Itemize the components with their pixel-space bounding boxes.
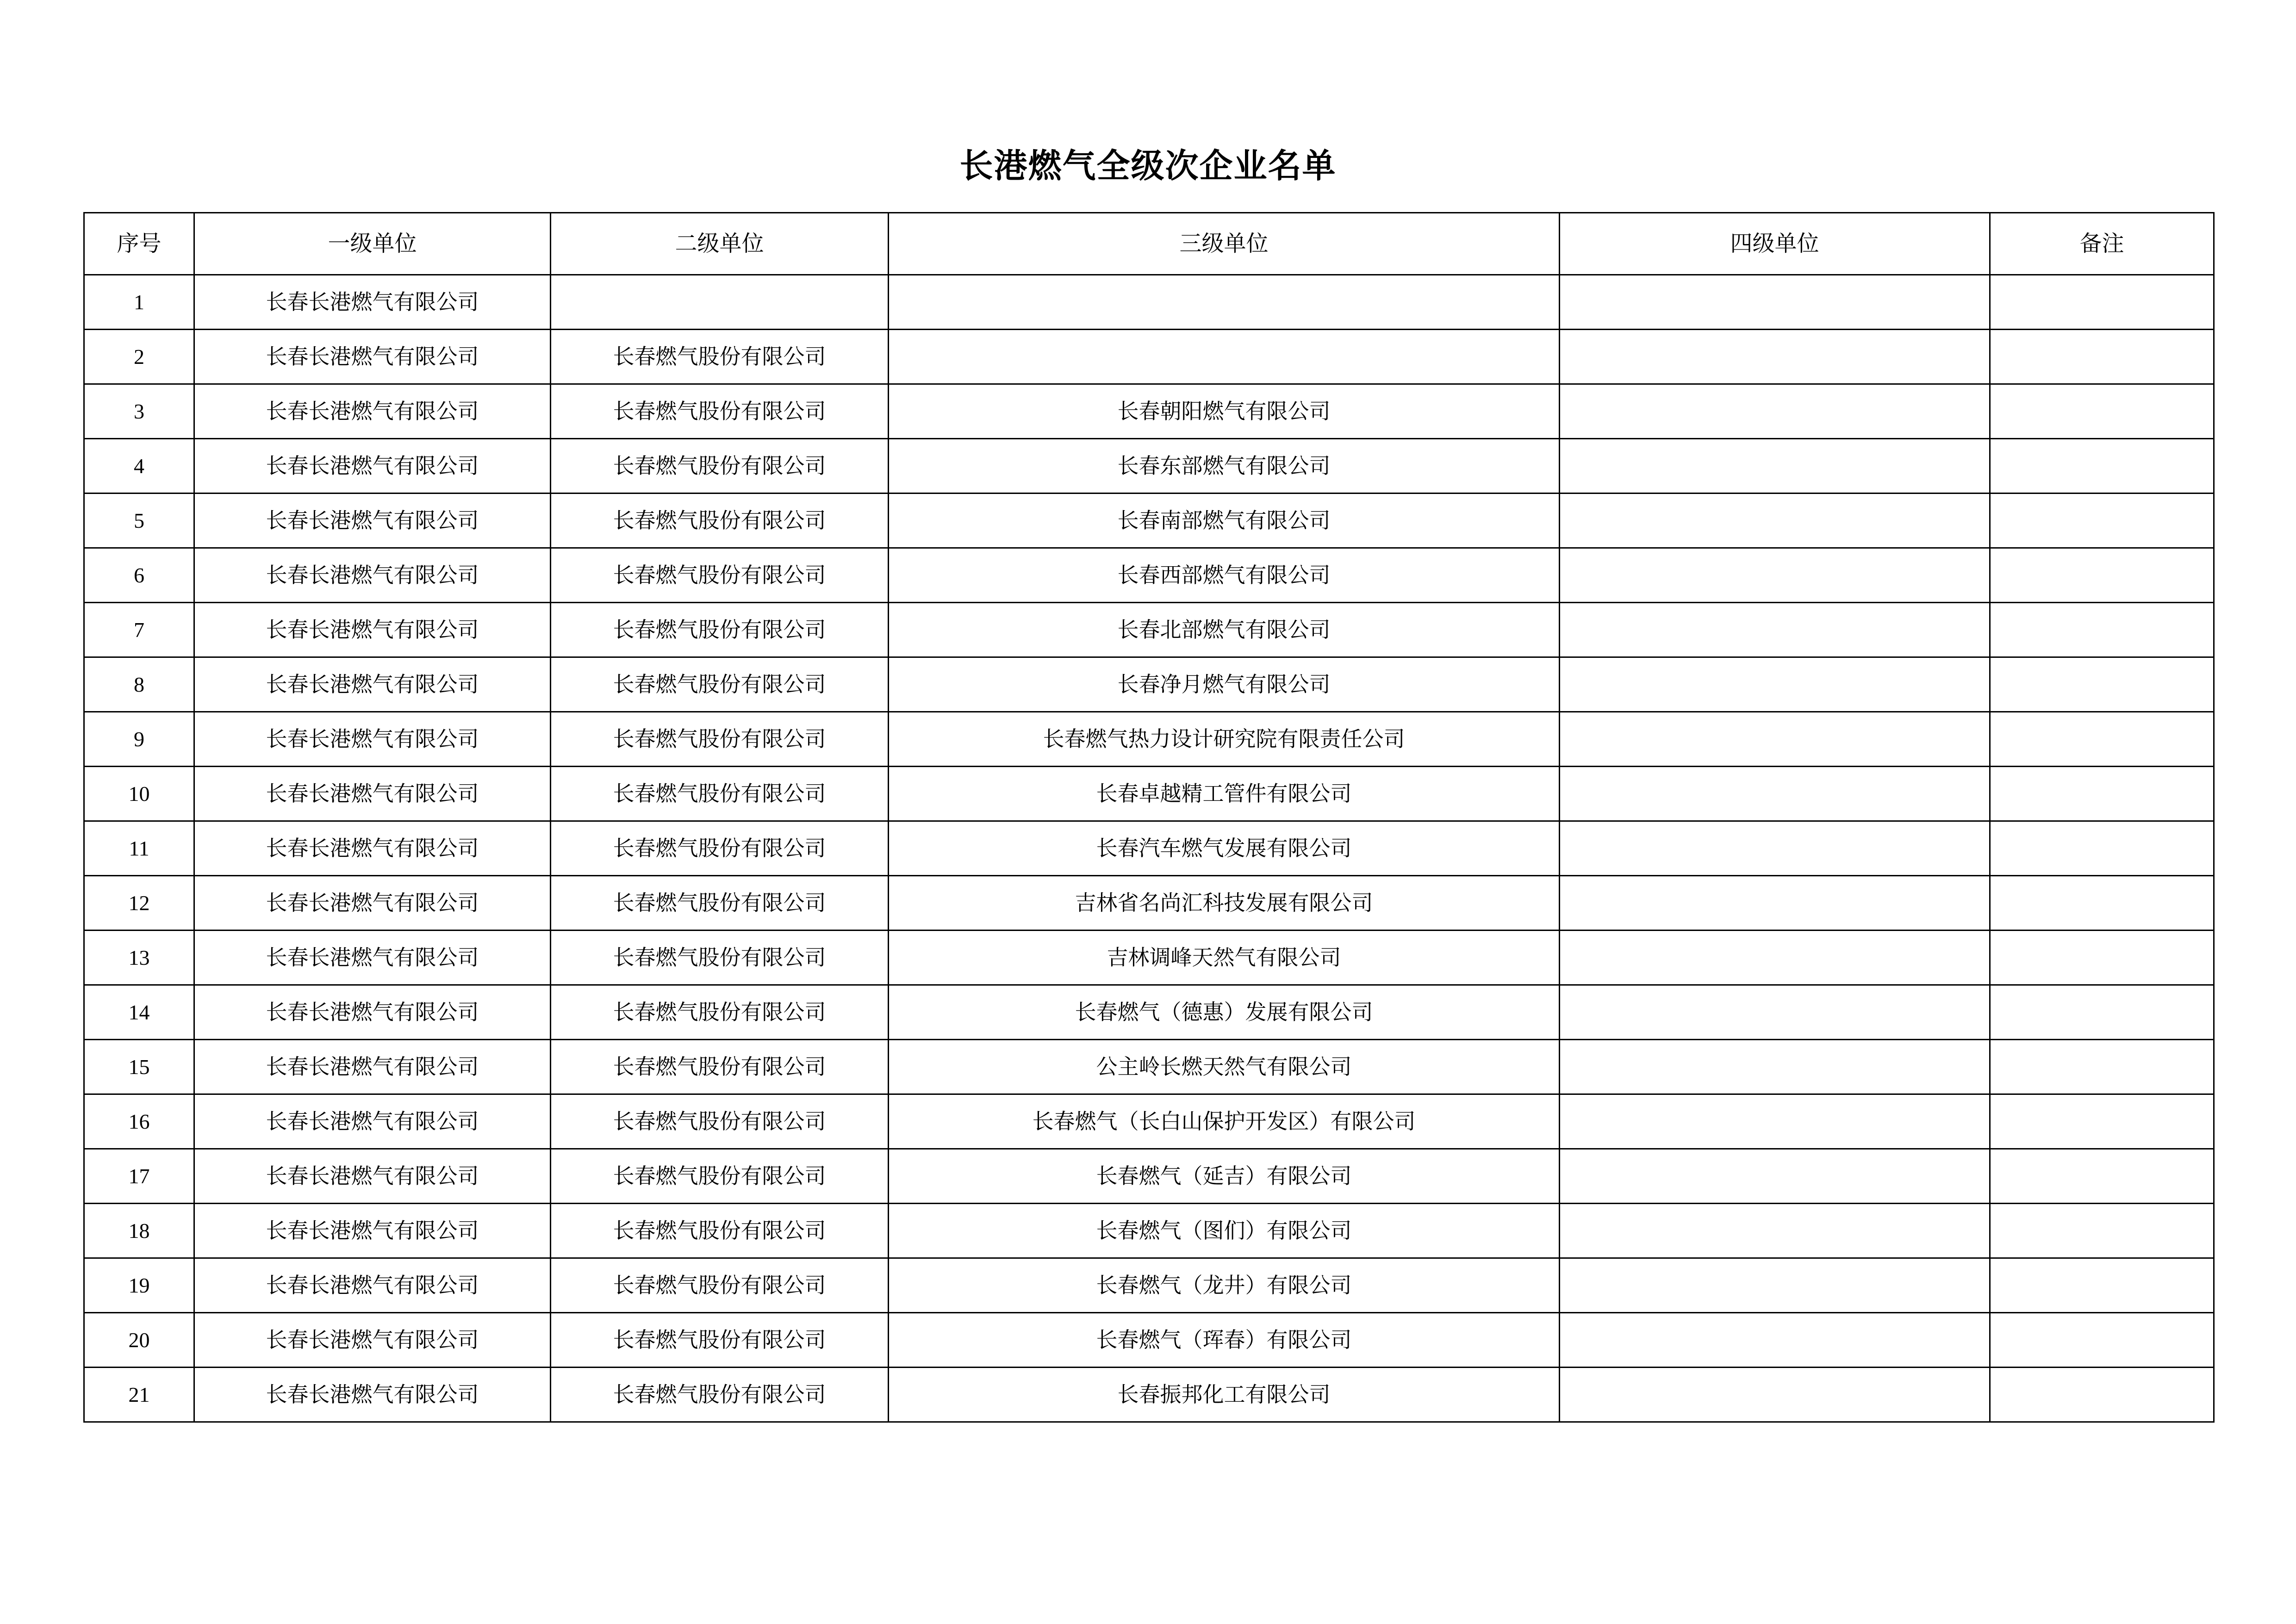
cell-index: 15 <box>84 1040 194 1094</box>
column-header-level3: 三级单位 <box>889 213 1560 275</box>
cell-level1: 长春长港燃气有限公司 <box>194 876 551 931</box>
cell-remark <box>1990 1313 2214 1368</box>
table-row <box>84 931 2214 985</box>
cell-level1: 长春长港燃气有限公司 <box>194 1204 551 1258</box>
cell-level2: 长春燃气股份有限公司 <box>551 1368 889 1422</box>
cell-index: 13 <box>84 931 194 985</box>
cell-index: 7 <box>84 603 194 657</box>
cell-index: 14 <box>84 985 194 1040</box>
cell-level1: 长春长港燃气有限公司 <box>194 931 551 985</box>
cell-remark <box>1990 330 2214 384</box>
table-row <box>84 876 2214 931</box>
cell-index: 3 <box>84 384 194 439</box>
cell-level3: 长春净月燃气有限公司 <box>889 657 1560 712</box>
table-row <box>84 1040 2214 1094</box>
table-row <box>84 767 2214 821</box>
cell-level2: 长春燃气股份有限公司 <box>551 712 889 767</box>
cell-level4 <box>1560 439 1990 493</box>
cell-level4 <box>1560 493 1990 548</box>
table-body <box>84 275 2214 1422</box>
column-header-remark: 备注 <box>1990 213 2214 275</box>
cell-remark <box>1990 712 2214 767</box>
cell-level2: 长春燃气股份有限公司 <box>551 384 889 439</box>
cell-level4 <box>1560 985 1990 1040</box>
cell-level3: 长春燃气（龙井）有限公司 <box>889 1258 1560 1313</box>
page-title: 长港燃气全级次企业名单 <box>959 148 1337 185</box>
cell-index: 16 <box>84 1094 194 1149</box>
cell-remark <box>1990 603 2214 657</box>
cell-remark <box>1990 1368 2214 1422</box>
cell-level3: 长春北部燃气有限公司 <box>889 603 1560 657</box>
table-row <box>84 1094 2214 1149</box>
cell-level2: 长春燃气股份有限公司 <box>551 603 889 657</box>
cell-level1: 长春长港燃气有限公司 <box>194 439 551 493</box>
cell-remark <box>1990 931 2214 985</box>
cell-level4 <box>1560 1368 1990 1422</box>
cell-level1: 长春长港燃气有限公司 <box>194 767 551 821</box>
cell-remark <box>1990 1040 2214 1094</box>
cell-remark <box>1990 657 2214 712</box>
cell-remark <box>1990 876 2214 931</box>
enterprise-listing-table <box>83 212 2215 1423</box>
cell-level3: 长春东部燃气有限公司 <box>889 439 1560 493</box>
cell-level2: 长春燃气股份有限公司 <box>551 931 889 985</box>
table-row <box>84 275 2214 330</box>
table-row <box>84 1313 2214 1368</box>
cell-level2: 长春燃气股份有限公司 <box>551 1149 889 1204</box>
cell-level2: 长春燃气股份有限公司 <box>551 330 889 384</box>
cell-index: 20 <box>84 1313 194 1368</box>
table-row <box>84 985 2214 1040</box>
cell-remark <box>1990 275 2214 330</box>
cell-level2: 长春燃气股份有限公司 <box>551 548 889 603</box>
cell-level2: 长春燃气股份有限公司 <box>551 1094 889 1149</box>
cell-index: 9 <box>84 712 194 767</box>
cell-level1: 长春长港燃气有限公司 <box>194 330 551 384</box>
cell-level2: 长春燃气股份有限公司 <box>551 493 889 548</box>
column-header-level4: 四级单位 <box>1560 213 1990 275</box>
cell-level2: 长春燃气股份有限公司 <box>551 1204 889 1258</box>
cell-remark <box>1990 1094 2214 1149</box>
cell-level4 <box>1560 1258 1990 1313</box>
table-row <box>84 1149 2214 1204</box>
cell-level3: 长春汽车燃气发展有限公司 <box>889 821 1560 876</box>
cell-index: 6 <box>84 548 194 603</box>
cell-index: 10 <box>84 767 194 821</box>
cell-level1: 长春长港燃气有限公司 <box>194 985 551 1040</box>
cell-index: 21 <box>84 1368 194 1422</box>
cell-remark <box>1990 439 2214 493</box>
table-header-row <box>84 213 2214 275</box>
cell-level4 <box>1560 931 1990 985</box>
cell-level4 <box>1560 1313 1990 1368</box>
cell-level4 <box>1560 603 1990 657</box>
cell-level2: 长春燃气股份有限公司 <box>551 1040 889 1094</box>
column-header-level1: 一级单位 <box>194 213 551 275</box>
cell-level2: 长春燃气股份有限公司 <box>551 657 889 712</box>
table-row <box>84 712 2214 767</box>
cell-level4 <box>1560 330 1990 384</box>
cell-level2: 长春燃气股份有限公司 <box>551 439 889 493</box>
table-row <box>84 439 2214 493</box>
cell-index: 2 <box>84 330 194 384</box>
cell-level3: 长春燃气（延吉）有限公司 <box>889 1149 1560 1204</box>
cell-level4 <box>1560 712 1990 767</box>
cell-level4 <box>1560 548 1990 603</box>
cell-remark <box>1990 1258 2214 1313</box>
table-row <box>84 1258 2214 1313</box>
cell-level1: 长春长港燃气有限公司 <box>194 493 551 548</box>
cell-level3: 长春燃气（珲春）有限公司 <box>889 1313 1560 1368</box>
cell-index: 5 <box>84 493 194 548</box>
cell-level3: 长春朝阳燃气有限公司 <box>889 384 1560 439</box>
cell-level1: 长春长港燃气有限公司 <box>194 384 551 439</box>
cell-remark <box>1990 384 2214 439</box>
cell-level2: 长春燃气股份有限公司 <box>551 1258 889 1313</box>
cell-level3: 长春燃气（长白山保护开发区）有限公司 <box>889 1094 1560 1149</box>
table-row <box>84 821 2214 876</box>
table-header <box>84 213 2214 275</box>
cell-index: 4 <box>84 439 194 493</box>
cell-level2: 长春燃气股份有限公司 <box>551 985 889 1040</box>
cell-level4 <box>1560 275 1990 330</box>
table-row <box>84 384 2214 439</box>
cell-level1: 长春长港燃气有限公司 <box>194 603 551 657</box>
cell-index: 18 <box>84 1204 194 1258</box>
cell-remark <box>1990 985 2214 1040</box>
cell-index: 8 <box>84 657 194 712</box>
table-row <box>84 657 2214 712</box>
cell-index: 1 <box>84 275 194 330</box>
cell-index: 19 <box>84 1258 194 1313</box>
cell-index: 17 <box>84 1149 194 1204</box>
column-header-index: 序号 <box>84 213 194 275</box>
table-row <box>84 603 2214 657</box>
cell-level3: 长春卓越精工管件有限公司 <box>889 767 1560 821</box>
cell-level1: 长春长港燃气有限公司 <box>194 548 551 603</box>
cell-level1: 长春长港燃气有限公司 <box>194 1368 551 1422</box>
cell-level1: 长春长港燃气有限公司 <box>194 712 551 767</box>
cell-level4 <box>1560 767 1990 821</box>
cell-level1: 长春长港燃气有限公司 <box>194 821 551 876</box>
cell-level2 <box>551 275 889 330</box>
cell-level3: 长春燃气（德惠）发展有限公司 <box>889 985 1560 1040</box>
cell-level3 <box>889 330 1560 384</box>
cell-level4 <box>1560 821 1990 876</box>
table-row <box>84 1368 2214 1422</box>
cell-level3: 公主岭长燃天然气有限公司 <box>889 1040 1560 1094</box>
cell-level2: 长春燃气股份有限公司 <box>551 876 889 931</box>
table-row <box>84 548 2214 603</box>
cell-level1: 长春长港燃气有限公司 <box>194 657 551 712</box>
cell-level1: 长春长港燃气有限公司 <box>194 275 551 330</box>
cell-level4 <box>1560 657 1990 712</box>
table-row <box>84 330 2214 384</box>
cell-remark <box>1990 821 2214 876</box>
cell-index: 12 <box>84 876 194 931</box>
column-header-level2: 二级单位 <box>551 213 889 275</box>
cell-level1: 长春长港燃气有限公司 <box>194 1313 551 1368</box>
cell-level3: 长春南部燃气有限公司 <box>889 493 1560 548</box>
cell-remark <box>1990 767 2214 821</box>
cell-level1: 长春长港燃气有限公司 <box>194 1149 551 1204</box>
table-row <box>84 1204 2214 1258</box>
cell-remark <box>1990 548 2214 603</box>
cell-index: 11 <box>84 821 194 876</box>
cell-level3: 长春振邦化工有限公司 <box>889 1368 1560 1422</box>
cell-remark <box>1990 493 2214 548</box>
cell-remark <box>1990 1204 2214 1258</box>
cell-level1: 长春长港燃气有限公司 <box>194 1094 551 1149</box>
table-row <box>84 493 2214 548</box>
cell-level3: 长春燃气（图们）有限公司 <box>889 1204 1560 1258</box>
cell-level2: 长春燃气股份有限公司 <box>551 1313 889 1368</box>
cell-level3 <box>889 275 1560 330</box>
cell-level3: 吉林调峰天然气有限公司 <box>889 931 1560 985</box>
cell-level2: 长春燃气股份有限公司 <box>551 767 889 821</box>
cell-level4 <box>1560 1149 1990 1204</box>
cell-level2: 长春燃气股份有限公司 <box>551 821 889 876</box>
cell-level4 <box>1560 876 1990 931</box>
cell-level4 <box>1560 1204 1990 1258</box>
cell-level4 <box>1560 384 1990 439</box>
cell-level1: 长春长港燃气有限公司 <box>194 1258 551 1313</box>
table-container <box>0 212 2296 1423</box>
cell-level1: 长春长港燃气有限公司 <box>194 1040 551 1094</box>
cell-remark <box>1990 1149 2214 1204</box>
cell-level3: 长春燃气热力设计研究院有限责任公司 <box>889 712 1560 767</box>
cell-level4 <box>1560 1094 1990 1149</box>
cell-level4 <box>1560 1040 1990 1094</box>
cell-level3: 长春西部燃气有限公司 <box>889 548 1560 603</box>
cell-level3: 吉林省名尚汇科技发展有限公司 <box>889 876 1560 931</box>
